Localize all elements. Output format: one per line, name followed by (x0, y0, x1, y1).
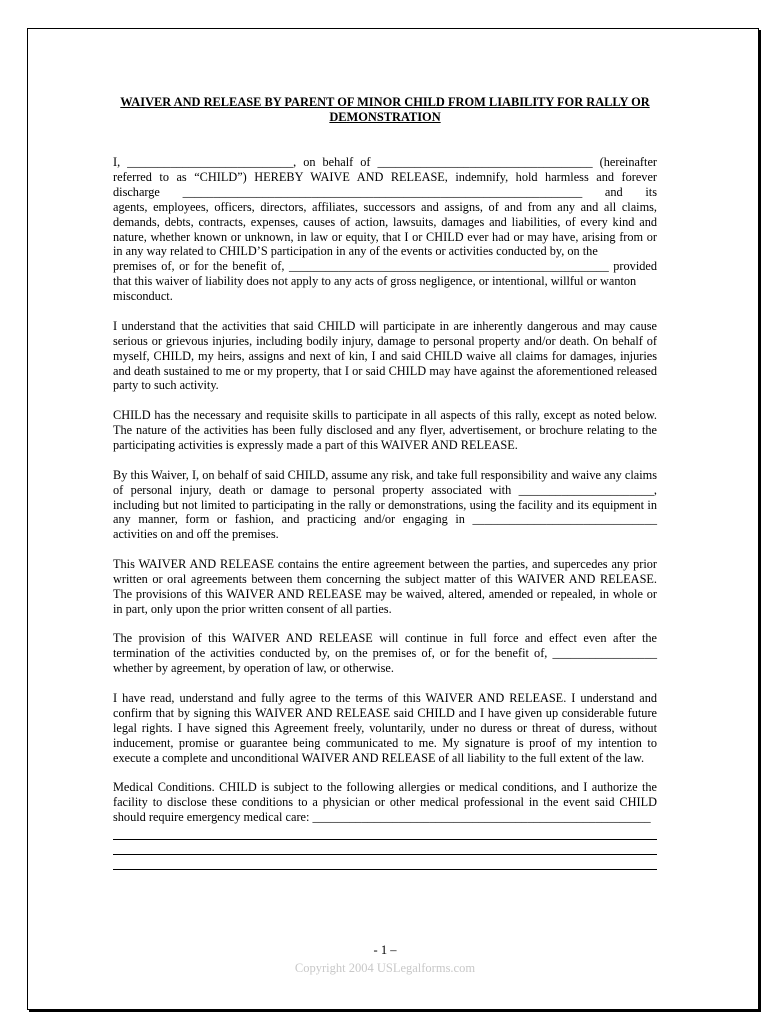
document-title (100, 95, 670, 125)
medical-conditions-text: Medical Conditions. CHILD is subject to the following allergies or medical conditions, and I authorize the facility to disclose these conditions to a physician or other medical professional in the event said CHILD should require emergency medical care: _______________________________________________________ (113, 780, 657, 825)
paragraph-risks: I understand that the activities that said CHILD will participate in are inherently dangerous and may cause serious or grievous injuries, including bodily injury, damage to personal property and/or death. On behalf of myself, CHILD, my heirs, assigns and next of kin, I and said CHILD waive all claims for damages, injuries and death sustained to me or my property, that I or said CHILD may have against the aforementioned released party to such activity. (113, 318, 657, 393)
parties-release-scope: agents, employees, officers, directors, affiliates, successors and assigns, of and from any and all claims, demands, debts, contracts, expenses, causes of action, lawsuits, damages and liabilities, of every kind and nature, whether known or unknown, in law or equity, that I or CHILD ever had or may have, arising from or in any way related to CHILD’S participation in any of the events or activities conducted by, on the (113, 199, 657, 259)
paragraph-medical-conditions (113, 780, 657, 825)
paragraph-survival: The provision of this WAIVER AND RELEASE will continue in full force and effect even after the termination of the activities conducted by, on the premises of, or for the benefit of, _________________ whether by agreement, by operation of law, or otherwise. (113, 631, 657, 676)
paragraph-entire-agreement: This WAIVER AND RELEASE contains the entire agreement between the parties, and supercedes any prior written or oral agreements between them concerning the subject matter of this WAIVER AND RELEASE. The provisions of this WAIVER AND RELEASE may be waived, altered, amended or repealed, in whole or in part, only upon the prior written consent of all parties. (113, 557, 657, 616)
medical-blank-line-1 (113, 825, 657, 840)
medical-blank-line-2 (113, 840, 657, 855)
parties-premises-line: premises of, or for the benefit of, ____________________________________________________ provided (113, 259, 657, 274)
document-body (113, 155, 657, 870)
paragraph-skills: CHILD has the necessary and requisite skills to participate in all aspects of this rally, except as noted below. The nature of the activities has been fully disclosed and any flyer, advertisement, or brochure relating to the participating activities is expressly made a part of this WAIVER AND RELEASE. (113, 408, 657, 452)
paragraph-assumption-of-risk: By this Waiver, I, on behalf of said CHILD, assume any risk, and take full responsibility and waive any claims of personal injury, death or damage to personal property associated with ______________________, including but not limited to participating in the rally or demonstrations, using the facility and its equipment in any manner, form or fashion, and practicing and/or engaging in ______________________________ activities on and off the premises. (113, 467, 657, 542)
page-number: - 1 – (373, 943, 397, 957)
title-text: WAIVER AND RELEASE BY PARENT OF MINOR CHILD FROM LIABILITY FOR RALLY OR DEMONSTRATION (120, 95, 650, 124)
parties-line-1: I, ___________________________, on behalf of ___________________________________ (hereinafter (113, 155, 657, 169)
parties-line-2: referred to as “CHILD”) HEREBY WAIVE AND RELEASE, indemnify, hold harmless and forever (113, 169, 657, 184)
parties-line-3: discharge _________________________________________________________________ and its (113, 184, 657, 199)
paragraph-parties (113, 155, 657, 304)
parties-exception: that this waiver of liability does not apply to any acts of gross negligence, or intentional, willful or wanton misconduct. (113, 274, 637, 304)
medical-blank-line-3 (113, 855, 657, 870)
paragraph-acknowledgment: I have read, understand and fully agree to the terms of this WAIVER AND RELEASE. I understand and confirm that by signing this WAIVER AND RELEASE said CHILD and I have given up considerable future legal rights. I have signed this Agreement freely, voluntarily, under no duress or threat of duress, without inducement, promise or guarantee being communicated to me. My signature is proof of my intention to execute a complete and unconditional WAIVER AND RELEASE of all liability to the full extent of the law. (113, 690, 657, 765)
copyright-notice: Copyright 2004 USLegalforms.com (294, 961, 476, 975)
